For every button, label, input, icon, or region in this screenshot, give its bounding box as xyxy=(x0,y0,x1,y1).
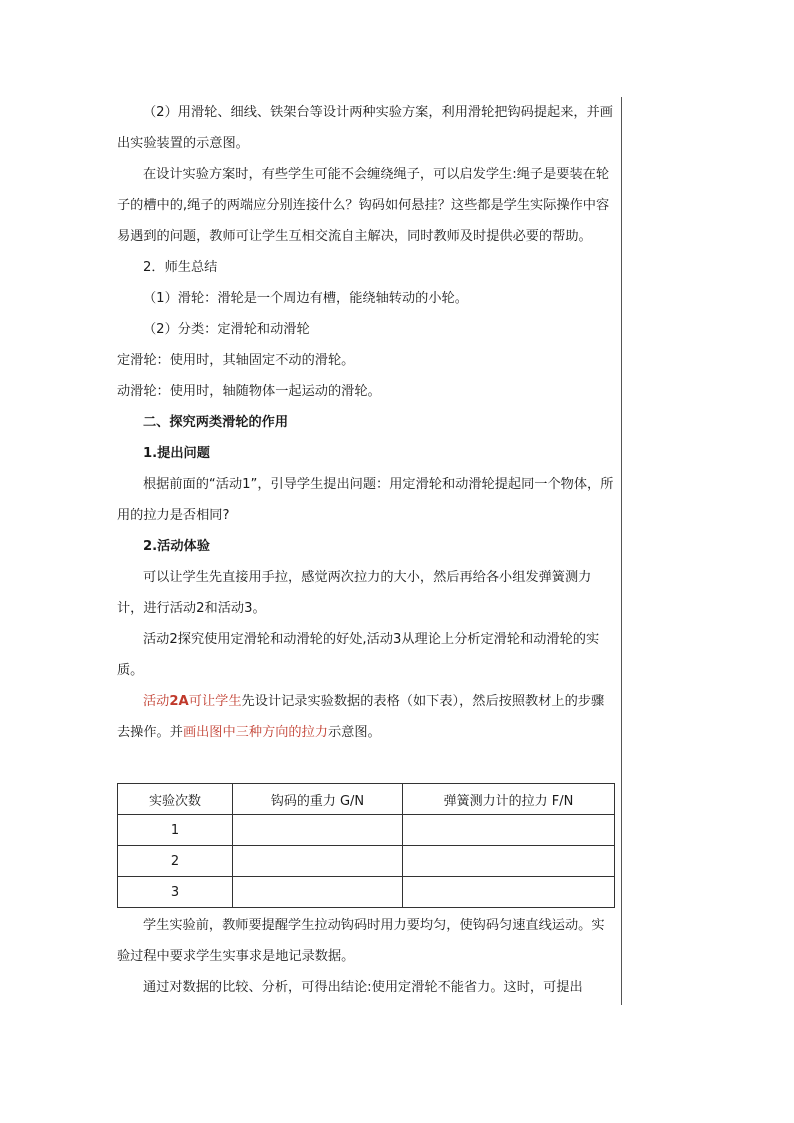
section-heading-explore: 二、探究两类滑轮的作用 xyxy=(143,415,289,430)
table-header: 实验次数 xyxy=(118,784,233,815)
table-cell: 3 xyxy=(118,877,233,908)
table-cell xyxy=(233,815,403,846)
heading-activity-experience: 2.活动体验 xyxy=(143,539,210,554)
activity-label: 活动 xyxy=(143,694,170,709)
paragraph-design-scheme: （2）用滑轮、细线、铁架台等设计两种实验方案，利用滑轮把钩码提起来，并画出实验装置的示意图。 xyxy=(117,105,613,151)
heading-summary: 2．师生总结 xyxy=(143,260,218,275)
table-cell: 2 xyxy=(118,846,233,877)
paragraph-question: 根据前面的“活动1”，引导学生提出问题：用定滑轮和动滑轮提起同一个物体，所用的拉力是否相同? xyxy=(117,477,614,523)
activity-text: 先设计记录实验数据的表格（如下表），然后按照教材上的步骤去操作。并 xyxy=(117,694,605,740)
paragraph-activity-2a xyxy=(117,686,617,748)
paragraph-pulley-definition: （1）滑轮：滑轮是一个周边有槽，能绕轴转动的小轮。 xyxy=(143,291,468,306)
activity-highlight: 画出图中三种方向的拉力 xyxy=(182,725,328,740)
table-header: 钩码的重力 G/N xyxy=(233,784,403,815)
text-block-lower xyxy=(117,910,617,1003)
table-row xyxy=(118,846,615,877)
table-cell: 1 xyxy=(118,815,233,846)
table-cell xyxy=(233,877,403,908)
table-cell xyxy=(233,846,403,877)
heading-raise-question: 1.提出问题 xyxy=(143,446,210,461)
paragraph-fixed-pulley: 定滑轮：使用时，其轴固定不动的滑轮。 xyxy=(117,353,355,368)
paragraph-conclusion: 通过对数据的比较、分析，可得出结论:使用定滑轮不能省力。这时，可提出 xyxy=(143,980,583,995)
activity-instruction: 可让学生 xyxy=(188,694,242,709)
text-block-upper xyxy=(117,97,617,748)
paragraph-pulley-types: （2）分类：定滑轮和动滑轮 xyxy=(143,322,310,337)
table-cell xyxy=(403,877,615,908)
right-margin-line xyxy=(621,97,622,1005)
experiment-data-table xyxy=(117,783,615,908)
paragraph-teacher-reminder: 学生实验前，教师要提醒学生拉动钩码时用力要均匀，使钩码匀速直线运动。实验过程中要求学生实事求是地记录数据。 xyxy=(117,918,605,964)
table-header-row xyxy=(118,784,615,815)
table-cell xyxy=(403,815,615,846)
activity-number: 2A xyxy=(169,694,189,709)
activity-text-end: 示意图。 xyxy=(328,725,381,740)
paragraph-activity-2-3: 活动2探究使用定滑轮和动滑轮的好处,活动3从理论上分析定滑轮和动滑轮的实质。 xyxy=(117,632,600,678)
paragraph-design-hint: 在设计实验方案时，有些学生可能不会缠绕绳子，可以启发学生:绳子是要装在轮子的槽中的,绳子的两端应分别连接什么？钩码如何悬挂？这些都是学生实际操作中容易遇到的问题，教师可让学生互相交流自主解决，同时教师及时提供必要的帮助。 xyxy=(117,167,610,244)
table-row xyxy=(118,815,615,846)
table-row xyxy=(118,877,615,908)
paragraph-movable-pulley: 动滑轮：使用时，轴随物体一起运动的滑轮。 xyxy=(117,384,381,399)
table-header: 弹簧测力计的拉力 F/N xyxy=(403,784,615,815)
paragraph-hand-pull: 可以让学生先直接用手拉，感觉两次拉力的大小，然后再给各小组发弹簧测力计，进行活动2和活动3。 xyxy=(117,570,592,616)
table-cell xyxy=(403,846,615,877)
